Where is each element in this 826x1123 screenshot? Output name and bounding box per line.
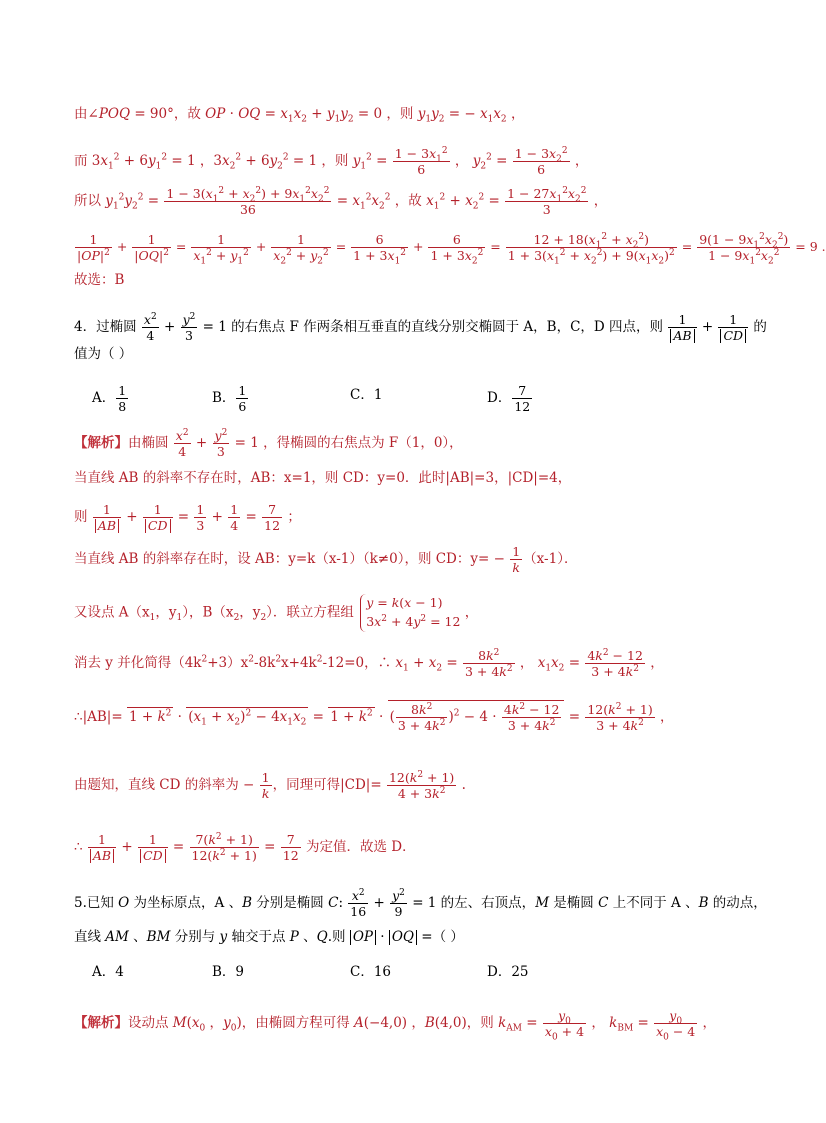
q4-option-b[interactable]: B． $\frac{1}{6}$ — [212, 383, 247, 414]
answer-line: 故选：B — [74, 272, 125, 288]
q5-option-a[interactable]: A．4 — [92, 964, 124, 980]
question-5-stem: 5.已知 O 为坐标原点，A 、B 分别是椭圆 C: $\frac{x^2}{16}$ + $\frac{y^2}{9}$ = 1 的左、右顶点，M 是椭圆 C 上不同于 A 、B 的动点， — [74, 887, 767, 919]
q4-analysis-line-4: 当直线 AB 的斜率存在时，设 AB：y=k（x-1）（k≠0），则 CD：y= − $\frac{1}{k}$ （x-1）． — [74, 544, 578, 575]
question-4-stem-cont: 值为（ ） — [74, 346, 133, 362]
q5-option-d[interactable]: D．25 — [487, 964, 529, 980]
q4-analysis-line-8: 由题知，直线 CD 的斜率为 − $\frac{1}{k}$ ，同理可得|CD|= $\frac{12(k^2 + 1)}{4 + 3k^2}$ . — [74, 769, 466, 801]
question-5-stem-cont: 直线 AM 、BM 分别与 y 轴交于点 P 、Q.则 OP · OQ =（ ） — [74, 929, 464, 945]
q4-option-c[interactable]: C．1 — [350, 387, 383, 403]
q4-option-d[interactable]: D． $\frac{7}{12}$ — [487, 383, 531, 414]
derivation-line-1: 由∠POQ = 90°，故 OP · OQ = $x_1x_2 + y_1y_2 = 0$ ，则 $y_1y_2$ = − $x_1x_2$ ， — [74, 106, 525, 125]
q4-analysis-line-7: ∴|AB|= $1 + k^2 \cdot (x_1 + x_2)^2 - 4x_1x_2 = 1 + k^2$ · ( $\frac{8k^2}{3 + 4k^2}$ )$^2$ − 4 · $\frac{4k^2 - 12}{3 + 4k^2}$ = $\frac{12(k^2 + 1)}{3 + 4k^2}$ ， — [74, 701, 674, 733]
q4-analysis-line-6: 消去 y 并化简得$(4k^2+3)x^2-8k^2x+4k^2-12=0$，∴ $x_1 + x_2$ = $\frac{8k^2}{3 + 4k^2}$ ， $x_1x_2$ = $\frac{4k^2 - 12}{3 + 4k^2}$ ， — [74, 647, 664, 679]
analysis-label-q5: 【解析】 — [74, 1015, 128, 1031]
analysis-label: 【解析】 — [74, 435, 128, 451]
derivation-line-2: 而 $3x_1^2 + 6y_1^2 = 1$ ，$3x_2^2 + 6y_2^2 = 1$ ，则 $y_1^2$ = $\frac{1 - 3x_1^2}{6}$ ， $y_2^2$ = $\frac{1 - 3x_2^2}{6}$ ， — [74, 145, 589, 177]
q4-analysis-line-5: 又设点 $A(x_1$，$y_1$），$B(x_2$，$y_2$）．联立方程组 y = k(x − 1) $3x^2 + 4y^2 = 12$ ， — [74, 594, 478, 632]
derivation-line-4: $\frac{1}{|OP|^2}$ + $\frac{1}{|OQ|^2}$ = $\frac{1}{x_1^2 + y_1^2}$ + $\frac{1}{x_2^2 + y_2^2}$ = $\frac{6}{1 + 3x_1^2}$ + $\frac{6}{1 + 3x_2^2}$ = $\frac{12 + 18(x_1^2 + x_2^2)}{1 + 3(x_1^2 + x_2^2) + 9(x_1x_2)^2}$ = $\frac{9(1 - 9x_1^2x_2^2)}{1 - 9x_1^2x_2^2}$ = 9 . — [77, 231, 826, 267]
q5-option-b[interactable]: B．9 — [212, 964, 245, 980]
q4-analysis-line-3: 则 $\frac{1}{AB}$ + $\frac{1}{CD}$ = $\frac{1}{3}$ + $\frac{1}{4}$ = $\frac{7}{12}$ ； — [74, 502, 301, 533]
q4-analysis-line-9: ∴ $\frac{1}{AB}$ + $\frac{1}{CD}$ = $\frac{7(k^2 + 1)}{12(k^2 + 1)}$ = $\frac{7}{12}$ 为定值．故选 D． — [74, 831, 416, 863]
q5-option-c[interactable]: C．16 — [350, 964, 392, 980]
q4-option-a[interactable]: A． $\frac{1}{8}$ — [92, 383, 127, 414]
question-4-stem: 4．过椭圆 $\frac{x^2}{4}$ + $\frac{y^2}{3}$ = 1 的右焦点 F 作两条相互垂直的直线分别交椭圆于 A，B，C，D 四点，则 $\frac{1}{AB}$ + $\frac{1}{CD}$ 的 — [74, 311, 767, 343]
q5-analysis-line-1: 【解析】设动点 $M(x_0$ ，$y_0$)，由椭圆方程可得 A(−4,0) ，B(4,0)，则 $k_{AM}$ = $\frac{y_0}{x_0 + 4}$ ， $k_{BM}$ = $\frac{y_0}{x_0 - 4}$ ， — [74, 1008, 717, 1043]
q4-analysis-line-1: 【解析】由椭圆 $\frac{x^2}{4}$ + $\frac{y^2}{3}$ = 1 ，得椭圆的右焦点为 F（1，0）， — [74, 427, 463, 459]
derivation-line-3: 所以 $y_1^2y_2^2$ = $\frac{1 - 3(x_1^2 + x_2^2) + 9x_1^2x_2^2}{36}$ = $x_1^2x_2^2$ ，故 $x_1^2 + x_2^2$ = $\frac{1 - 27x_1^2x_2^2}{3}$ ， — [74, 185, 608, 217]
q4-analysis-line-2: 当直线 AB 的斜率不存在时，AB：x=1，则 CD：y=0．此时|AB|=3，|CD|=4， — [74, 470, 572, 486]
